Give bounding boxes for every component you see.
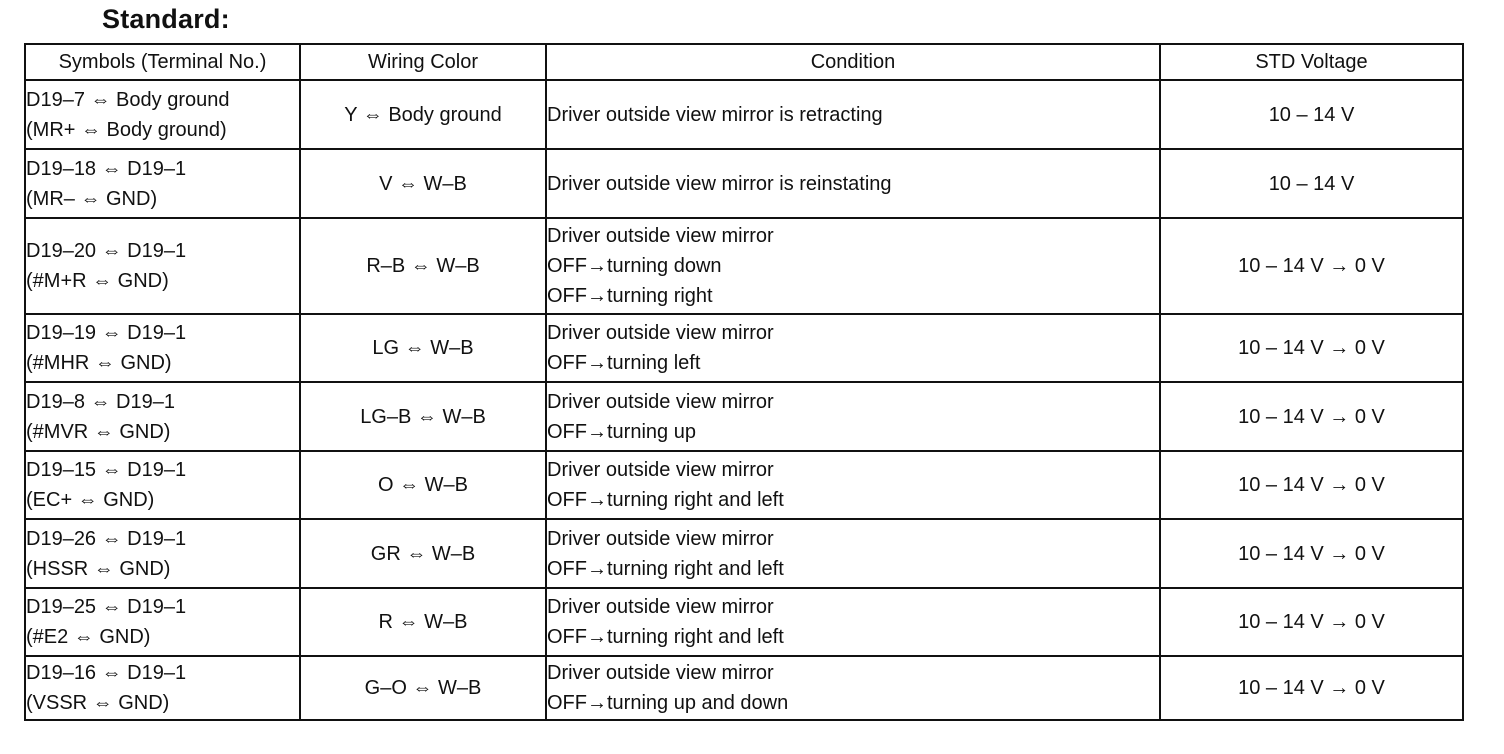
wiring-color-cell: LG–B ⇔ W–B [300, 382, 546, 451]
table-body [25, 80, 1463, 720]
condition-line: OFF→turning right and left [547, 626, 784, 648]
std-voltage-cell: 10 – 14 V → 0 V [1160, 382, 1463, 451]
wiring-color-cell: G–O ⇔ W–B [300, 656, 546, 720]
condition-cell [546, 382, 1160, 451]
wiring-color-cell: V ⇔ W–B [300, 149, 546, 218]
symbol-cell [25, 451, 300, 519]
symbol-cell [25, 588, 300, 656]
table-row [25, 656, 1463, 720]
condition-line: Driver outside view mirror [547, 225, 774, 247]
condition-line: Driver outside view mirror [547, 527, 774, 550]
symbol-terminal: D19–18 ⇔ D19–1 [26, 157, 187, 180]
wiring-color-cell: LG ⇔ W–B [300, 314, 546, 382]
std-voltage-cell: 10 – 14 V → 0 V [1160, 218, 1463, 314]
condition-line: OFF→turning left [547, 352, 701, 374]
condition-cell [546, 451, 1160, 519]
header-condition: Condition [546, 44, 1160, 80]
condition-line: Driver outside view mirror is retracting [547, 103, 883, 126]
condition-line: OFF→turning up [547, 420, 696, 443]
condition-cell [546, 218, 1160, 314]
std-voltage-cell: 10 – 14 V → 0 V [1160, 451, 1463, 519]
condition-cell [546, 588, 1160, 656]
table-row [25, 314, 1463, 382]
symbol-terminal: D19–20 ⇔ D19–1 [26, 240, 187, 262]
page-title: Standard: [102, 4, 230, 34]
symbol-signal: (#MVR ⇔ GND) [26, 420, 171, 443]
condition-cell [546, 656, 1160, 720]
condition-line: Driver outside view mirror [547, 596, 774, 618]
header-std-voltage: STD Voltage [1160, 44, 1463, 80]
symbol-signal: (#MHR ⇔ GND) [26, 352, 172, 374]
wiring-color-cell: O ⇔ W–B [300, 451, 546, 519]
symbol-terminal: D19–25 ⇔ D19–1 [26, 596, 187, 618]
std-voltage-cell: 10 – 14 V → 0 V [1160, 314, 1463, 382]
std-voltage-cell: 10 – 14 V → 0 V [1160, 519, 1463, 588]
table-row [25, 588, 1463, 656]
condition-cell [546, 519, 1160, 588]
symbol-terminal: D19–7 ⇔ Body ground [26, 88, 230, 111]
voltage-spec-table [24, 43, 1464, 721]
table-row [25, 149, 1463, 218]
std-voltage-cell: 10 – 14 V → 0 V [1160, 656, 1463, 720]
symbol-terminal: D19–26 ⇔ D19–1 [26, 527, 187, 550]
condition-line: Driver outside view mirror is reinstating [547, 172, 892, 195]
wiring-color-cell: R ⇔ W–B [300, 588, 546, 656]
symbol-signal: (HSSR ⇔ GND) [26, 557, 171, 580]
symbol-cell [25, 149, 300, 218]
condition-line: OFF→turning right [547, 285, 713, 307]
symbol-signal: (#E2 ⇔ GND) [26, 626, 151, 648]
condition-line: OFF→turning right and left [547, 557, 784, 580]
condition-line: OFF→turning right and left [547, 489, 784, 511]
symbol-signal: (EC+ ⇔ GND) [26, 489, 155, 511]
table-row [25, 451, 1463, 519]
condition-cell [546, 149, 1160, 218]
symbol-signal: (MR– ⇔ GND) [26, 187, 158, 210]
table-row [25, 382, 1463, 451]
table-row [25, 519, 1463, 588]
header-wiring-color: Wiring Color [300, 44, 546, 80]
table-header-row [25, 44, 1463, 80]
symbol-cell [25, 314, 300, 382]
symbol-cell [25, 519, 300, 588]
symbol-signal: (VSSR ⇔ GND) [26, 692, 170, 714]
wiring-color-cell: GR ⇔ W–B [300, 519, 546, 588]
symbol-signal: (MR+ ⇔ Body ground) [26, 118, 227, 141]
symbol-cell [25, 218, 300, 314]
wiring-color-cell: Y ⇔ Body ground [300, 80, 546, 149]
condition-line: Driver outside view mirror [547, 459, 774, 481]
table-row [25, 218, 1463, 314]
std-voltage-cell: 10 – 14 V [1160, 80, 1463, 149]
symbol-terminal: D19–16 ⇔ D19–1 [26, 662, 187, 684]
wiring-color-cell: R–B ⇔ W–B [300, 218, 546, 314]
symbol-cell [25, 80, 300, 149]
symbol-cell [25, 382, 300, 451]
condition-cell [546, 314, 1160, 382]
table-row [25, 80, 1463, 149]
condition-cell [546, 80, 1160, 149]
condition-line: Driver outside view mirror [547, 390, 774, 413]
symbol-terminal: D19–15 ⇔ D19–1 [26, 459, 187, 481]
header-symbols: Symbols (Terminal No.) [25, 44, 300, 80]
symbol-terminal: D19–19 ⇔ D19–1 [26, 322, 187, 344]
condition-line: Driver outside view mirror [547, 662, 774, 684]
symbol-cell [25, 656, 300, 720]
condition-line: Driver outside view mirror [547, 322, 774, 344]
symbol-terminal: D19–8 ⇔ D19–1 [26, 390, 175, 413]
symbol-signal: (#M+R ⇔ GND) [26, 270, 169, 292]
std-voltage-cell: 10 – 14 V → 0 V [1160, 588, 1463, 656]
condition-line: OFF→turning down [547, 255, 722, 277]
condition-line: OFF→turning up and down [547, 692, 789, 714]
std-voltage-cell: 10 – 14 V [1160, 149, 1463, 218]
